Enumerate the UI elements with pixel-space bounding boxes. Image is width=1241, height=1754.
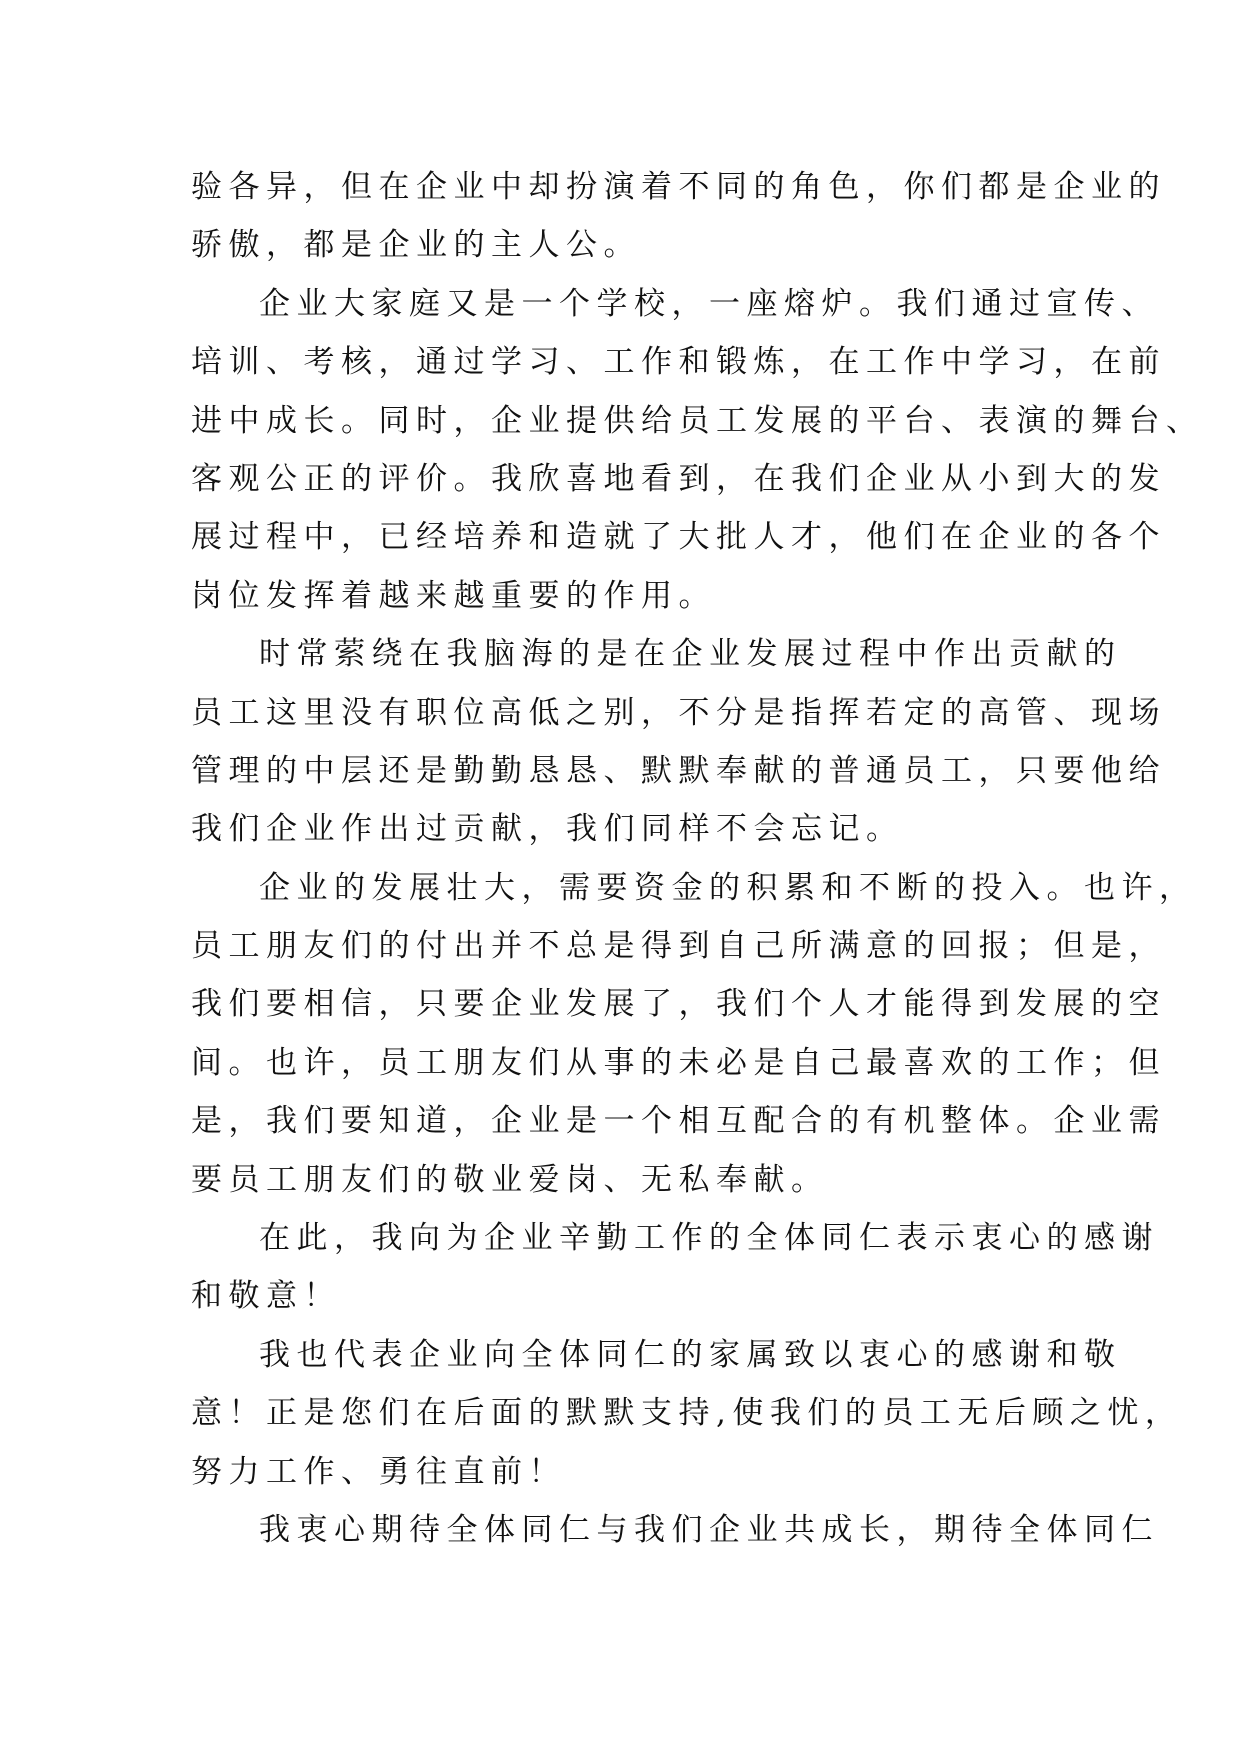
text-line: 间。也许，员工朋友们从事的未必是自己最喜欢的工作；但 [191, 1044, 1166, 1081]
text-line: 我衷心期待全体同仁与我们企业共成长，期待全体同仁 [259, 1511, 1159, 1548]
text-line: 进中成长。同时，企业提供给员工发展的平台、表演的舞台、 [191, 402, 1204, 439]
text-line: 员工这里没有职位高低之别，不分是指挥若定的高管、现场 [191, 694, 1166, 731]
text-line: 展过程中，已经培养和造就了大批人才，他们在企业的各个 [191, 519, 1166, 556]
text-line: 客观公正的评价。我欣喜地看到，在我们企业从小到大的发 [191, 460, 1166, 497]
text-line: 和敬意！ [191, 1278, 341, 1315]
text-line: 培训、考核，通过学习、工作和锻炼，在工作中学习，在前 [191, 344, 1166, 381]
text-line: 我也代表企业向全体同仁的家属致以衷心的感谢和敬 [259, 1336, 1122, 1373]
text-line: 企业大家庭又是一个学校，一座熔炉。我们通过宣传、 [259, 285, 1159, 322]
document-body [191, 158, 1204, 1559]
text-line: 在此，我向为企业辛勤工作的全体同仁表示衷心的感谢 [259, 1220, 1159, 1257]
text-line: 是，我们要知道，企业是一个相互配合的有机整体。企业需 [191, 1103, 1166, 1140]
text-line: 努力工作、勇往直前！ [191, 1453, 566, 1490]
text-line: 要员工朋友们的敬业爱岗、无私奉献。 [191, 1161, 829, 1198]
text-line: 时常萦绕在我脑海的是在企业发展过程中作出贡献的 [259, 636, 1122, 673]
text-line: 管理的中层还是勤勤恳恳、默默奉献的普通员工，只要他给 [191, 752, 1166, 789]
text-line: 员工朋友们的付出并不总是得到自己所满意的回报；但是， [191, 928, 1166, 965]
text-line: 验各异，但在企业中却扮演着不同的角色，你们都是企业的 [191, 169, 1166, 205]
text-line: 我们企业作出过贡献，我们同样不会忘记。 [191, 811, 904, 848]
text-line: 骄傲，都是企业的主人公。 [191, 227, 641, 264]
text-line: 意！正是您们在后面的默默支持,使我们的员工无后顾之忧， [191, 1395, 1183, 1432]
text-line: 我们要相信，只要企业发展了，我们个人才能得到发展的空 [191, 986, 1166, 1023]
text-line: 岗位发挥着越来越重要的作用。 [191, 577, 716, 614]
text-line: 企业的发展壮大，需要资金的积累和不断的投入。也许， [259, 869, 1197, 906]
